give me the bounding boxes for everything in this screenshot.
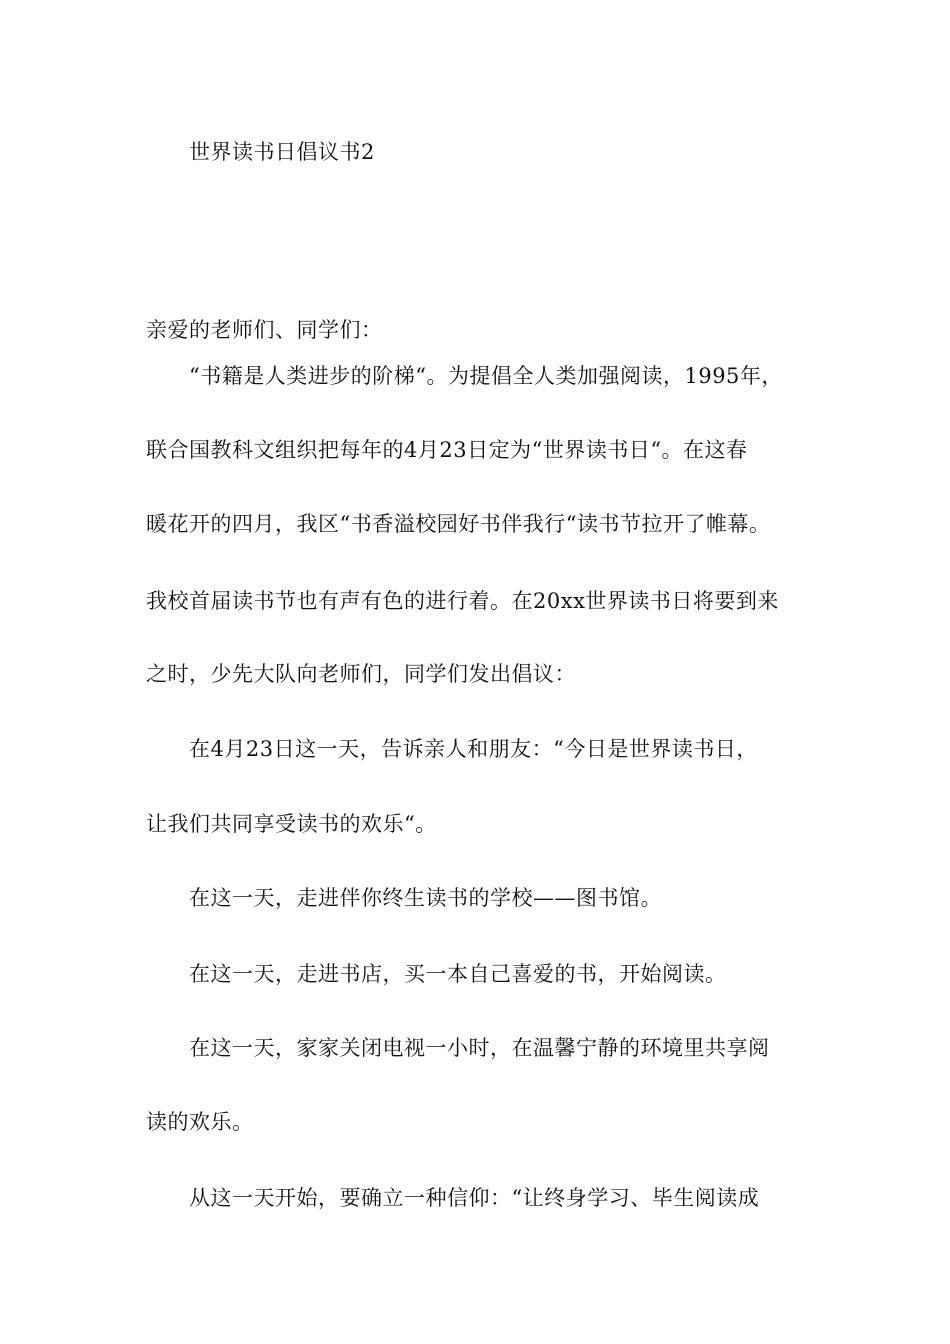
paragraph-line: 之时，少先大队向老师们，同学们发出倡议： — [146, 662, 576, 686]
document-title: 世界读书日倡议书2 — [189, 140, 375, 164]
paragraph-line: 在4月23日这一天，告诉亲人和朋友：“今日是世界读书日， — [189, 737, 758, 761]
paragraph-line: 读的欢乐。 — [146, 1110, 254, 1134]
paragraph-line: 在这一天，走进书店，买一本自己喜爱的书，开始阅读。 — [189, 962, 727, 986]
paragraph-line: 从这一天开始，要确立一种信仰：“让终身学习、毕生阅读成 — [189, 1186, 760, 1210]
paragraph-line: 联合国教科文组织把每年的4月23日定为“世界读书日“。在这春 — [146, 438, 748, 462]
paragraph-line: 暖花开的四月，我区“书香溢校园好书伴我行“读书节拉开了帷幕。 — [146, 512, 771, 536]
paragraph-line: 在这一天，家家关闭电视一小时，在温馨宁静的环境里共享阅 — [189, 1036, 770, 1060]
paragraph-line: 我校首届读书节也有声有色的进行着。在20xx世界读书日将要到来 — [146, 589, 779, 613]
paragraph-line: 在这一天，走进伴你终生读书的学校——图书馆。 — [189, 886, 662, 910]
paragraph-line: “书籍是人类进步的阶梯“。为提倡全人类加强阅读，1995年， — [189, 364, 783, 388]
paragraph-line: 让我们共同享受读书的欢乐“。 — [146, 812, 437, 836]
salutation-line: 亲爱的老师们、同学们： — [146, 318, 383, 342]
